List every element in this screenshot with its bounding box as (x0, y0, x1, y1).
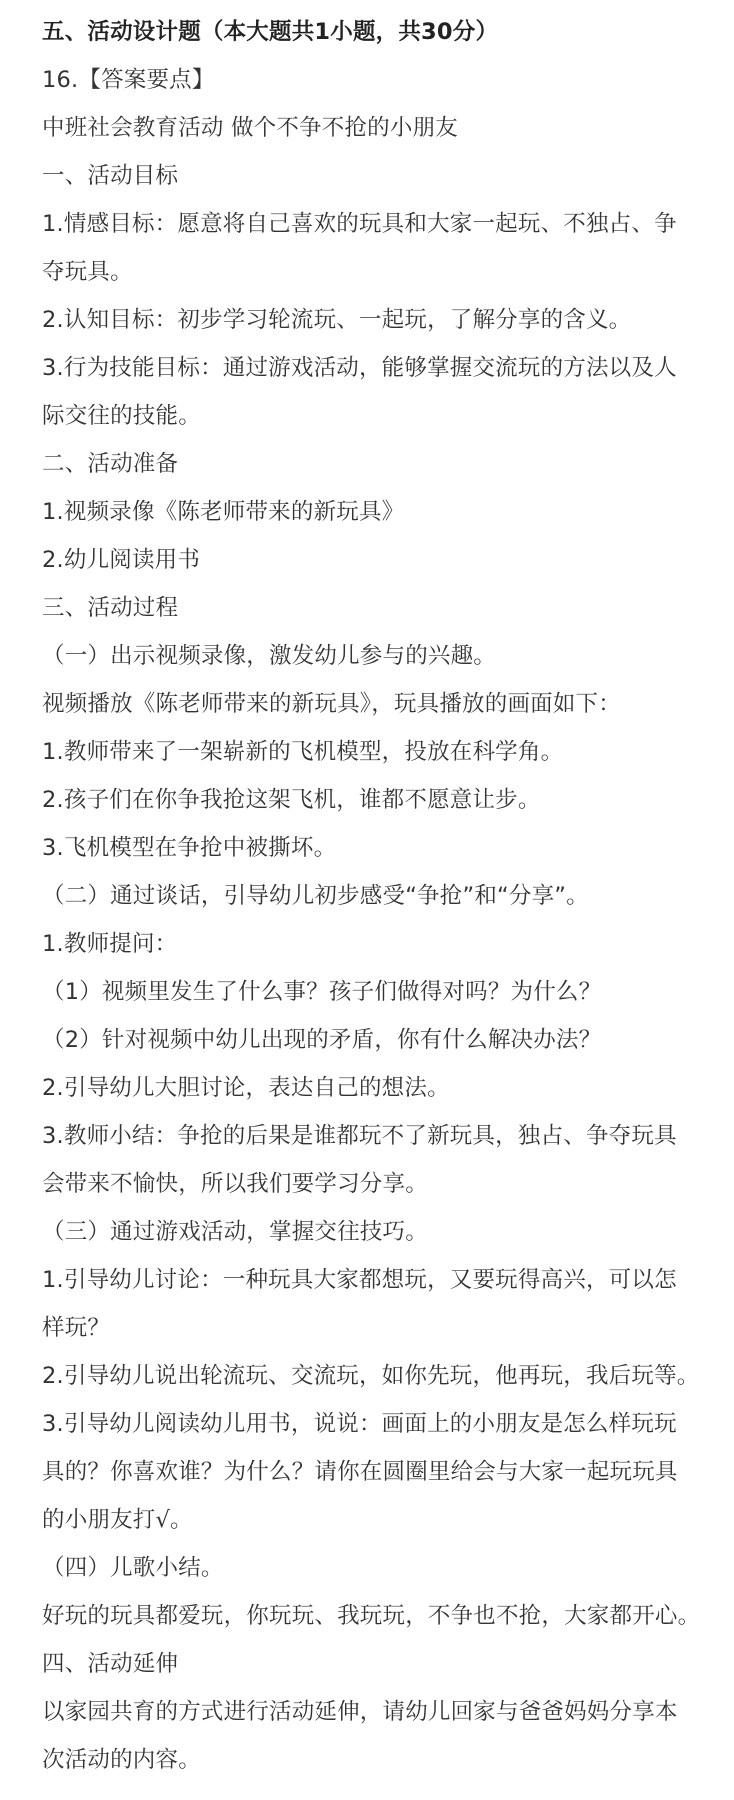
text-line: 以家园共育的方式进行活动延伸，请幼儿回家与爸爸妈妈分享本 (42, 1699, 678, 1725)
text-line: 会带来不愉快，所以我们要学习分享。 (42, 1171, 428, 1197)
text-line: 好玩的玩具都爱玩，你玩玩、我玩玩，不争也不抢，大家都开心。 (42, 1603, 701, 1629)
text-line: 的小朋友打√。 (42, 1507, 193, 1533)
text-line: 样玩？ (42, 1315, 111, 1341)
text-line: （三）通过游戏活动，掌握交往技巧。 (42, 1219, 428, 1245)
text-line: 16.【答案要点】 (42, 67, 215, 93)
text-line: 2.孩子们在你争我抢这架飞机，谁都不愿意让步。 (42, 787, 541, 813)
text-line: 夺玩具。 (42, 259, 133, 285)
text-line: 1.教师提问： (42, 931, 178, 957)
text-line: 中班社会教育活动 做个不争不抢的小朋友 (42, 115, 458, 141)
text-line: 2.认知目标：初步学习轮流玩、一起玩，了解分享的含义。 (42, 307, 632, 333)
text-line: （二）通过谈话，引导幼儿初步感受“争抢”和“分享”。 (42, 883, 589, 909)
text-line: 1.引导幼儿讨论：一种玩具大家都想玩，又要玩得高兴，可以怎 (42, 1267, 677, 1293)
text-line: 1.情感目标：愿意将自己喜欢的玩具和大家一起玩、不独占、争 (42, 211, 677, 237)
document-body (42, 8, 714, 1784)
text-line: 2.引导幼儿大胆讨论，表达自己的想法。 (42, 1075, 450, 1101)
text-line: 视频播放《陈老师带来的新玩具》，玩具播放的画面如下： (42, 691, 621, 717)
text-line: 四、活动延伸 (42, 1651, 179, 1677)
text-line: 次活动的内容。 (42, 1747, 201, 1773)
text-line: 3.引导幼儿阅读幼儿用书，说说：画面上的小朋友是怎么样玩玩 (42, 1411, 677, 1437)
text-line: 2.引导幼儿说出轮流玩、交流玩，如你先玩，他再玩，我后玩等。 (42, 1363, 700, 1389)
text-line: 一、活动目标 (42, 163, 179, 189)
text-line: 3.教师小结：争抢的后果是谁都玩不了新玩具，独占、争夺玩具 (42, 1123, 677, 1149)
section-heading: 五、活动设计题（本大题共1小题，共30分） (42, 19, 499, 45)
text-line: 3.飞机模型在争抢中被撕坏。 (42, 835, 337, 861)
text-line: （1）视频里发生了什么事？孩子们做得对吗？为什么？ (42, 979, 602, 1005)
text-line: 具的？你喜欢谁？为什么？请你在圆圈里给会与大家一起玩玩具 (42, 1459, 678, 1485)
text-line: （2）针对视频中幼儿出现的矛盾，你有什么解决办法？ (42, 1027, 602, 1053)
text-line: （四）儿歌小结。 (42, 1555, 224, 1581)
text-line: 2.幼儿阅读用书 (42, 547, 201, 573)
text-line: 际交往的技能。 (42, 403, 201, 429)
text-line: 1.视频录像《陈老师带来的新玩具》 (42, 499, 405, 525)
text-line: （一）出示视频录像，激发幼儿参与的兴趣。 (42, 643, 497, 669)
text-line: 三、活动过程 (42, 595, 179, 621)
text-line: 3.行为技能目标：通过游戏活动，能够掌握交流玩的方法以及人 (42, 355, 677, 381)
text-line: 二、活动准备 (42, 451, 179, 477)
text-line: 1.教师带来了一架崭新的飞机模型，投放在科学角。 (42, 739, 564, 765)
